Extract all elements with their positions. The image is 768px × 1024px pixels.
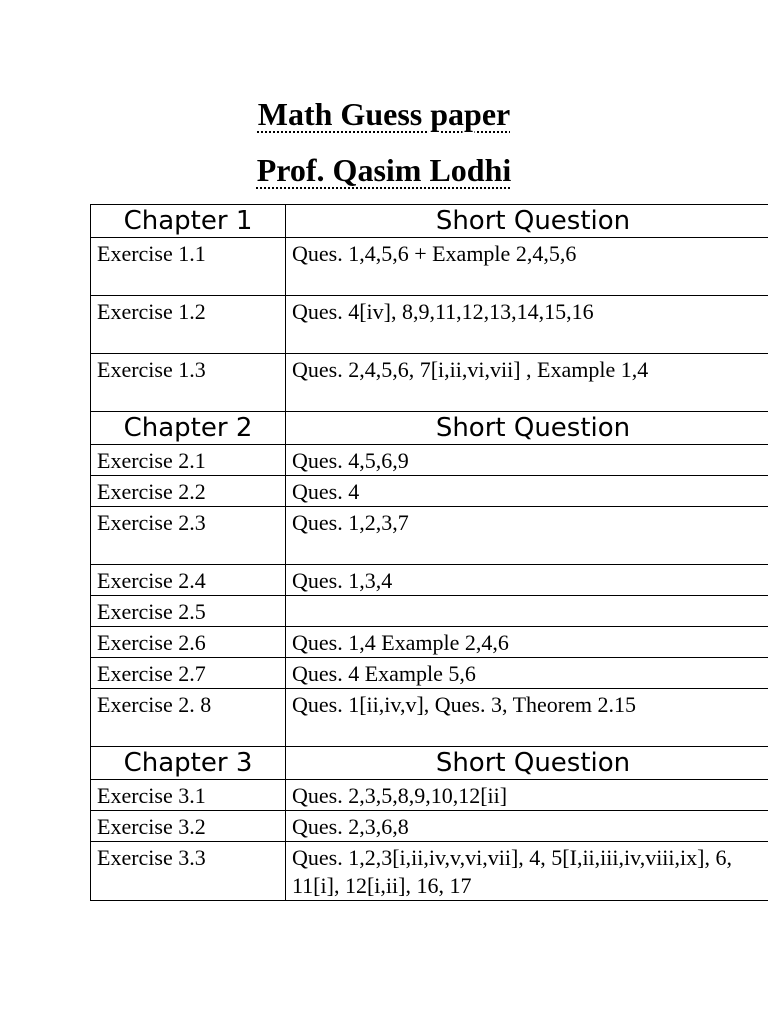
questions-cell: Ques. 2,3,6,8 xyxy=(286,811,768,842)
table-row xyxy=(91,476,768,507)
questions-cell: Ques. 1,4 Example 2,4,6 xyxy=(286,627,768,658)
questions-cell xyxy=(286,596,768,627)
document-title xyxy=(0,94,768,134)
document-subtitle xyxy=(0,150,768,190)
exercise-cell: Exercise 2.6 xyxy=(91,627,286,658)
questions-cell: Ques. 1[ii,iv,v], Ques. 3, Theorem 2.15 xyxy=(286,689,768,747)
chapter-header-row xyxy=(91,412,768,445)
chapter-title: Chapter 3 xyxy=(91,747,286,780)
table-row xyxy=(91,238,768,296)
guess-table xyxy=(90,204,768,901)
chapter-title: Chapter 2 xyxy=(91,412,286,445)
table-row xyxy=(91,354,768,412)
table-row xyxy=(91,780,768,811)
table-row xyxy=(91,689,768,747)
questions-cell: Ques. 4 Example 5,6 xyxy=(286,658,768,689)
table-row xyxy=(91,445,768,476)
column-label-short-question: Short Question xyxy=(286,412,768,445)
exercise-cell: Exercise 3.2 xyxy=(91,811,286,842)
questions-cell: Ques. 2,3,5,8,9,10,12[ii] xyxy=(286,780,768,811)
table-row xyxy=(91,811,768,842)
exercise-cell: Exercise 2.5 xyxy=(91,596,286,627)
questions-cell: Ques. 4[iv], 8,9,11,12,13,14,15,16 xyxy=(286,296,768,354)
chapter-header-row xyxy=(91,205,768,238)
table-row xyxy=(91,627,768,658)
exercise-cell: Exercise 2.4 xyxy=(91,565,286,596)
table-row xyxy=(91,658,768,689)
exercise-cell: Exercise 2.3 xyxy=(91,507,286,565)
table-row xyxy=(91,507,768,565)
exercise-cell: Exercise 3.1 xyxy=(91,780,286,811)
exercise-cell: Exercise 3.3 xyxy=(91,842,286,901)
guess-table-body xyxy=(91,205,768,901)
questions-cell: Ques. 1,4,5,6 + Example 2,4,5,6 xyxy=(286,238,768,296)
questions-cell: Ques. 1,2,3,7 xyxy=(286,507,768,565)
questions-cell: Ques. 4,5,6,9 xyxy=(286,445,768,476)
chapter-title: Chapter 1 xyxy=(91,205,286,238)
document-title-text: Math Guess paper xyxy=(257,96,511,132)
table-row xyxy=(91,596,768,627)
exercise-cell: Exercise 2.1 xyxy=(91,445,286,476)
exercise-cell: Exercise 1.1 xyxy=(91,238,286,296)
document-subtitle-text: Prof. Qasim Lodhi xyxy=(256,152,512,188)
exercise-cell: Exercise 1.3 xyxy=(91,354,286,412)
exercise-cell: Exercise 2.2 xyxy=(91,476,286,507)
questions-cell: Ques. 4 xyxy=(286,476,768,507)
exercise-cell: Exercise 2.7 xyxy=(91,658,286,689)
table-row xyxy=(91,296,768,354)
exercise-cell: Exercise 2. 8 xyxy=(91,689,286,747)
column-label-short-question: Short Question xyxy=(286,747,768,780)
table-row xyxy=(91,565,768,596)
questions-cell: Ques. 1,3,4 xyxy=(286,565,768,596)
column-label-short-question: Short Question xyxy=(286,205,768,238)
questions-cell: Ques. 2,4,5,6, 7[i,ii,vi,vii] , Example 1,4 xyxy=(286,354,768,412)
table-row xyxy=(91,842,768,901)
exercise-cell: Exercise 1.2 xyxy=(91,296,286,354)
questions-cell: Ques. 1,2,3[i,ii,iv,v,vi,vii], 4, 5[I,ii,iii,iv,viii,ix], 6, 11[i], 12[i,ii], 16, 17 xyxy=(286,842,768,901)
chapter-header-row xyxy=(91,747,768,780)
